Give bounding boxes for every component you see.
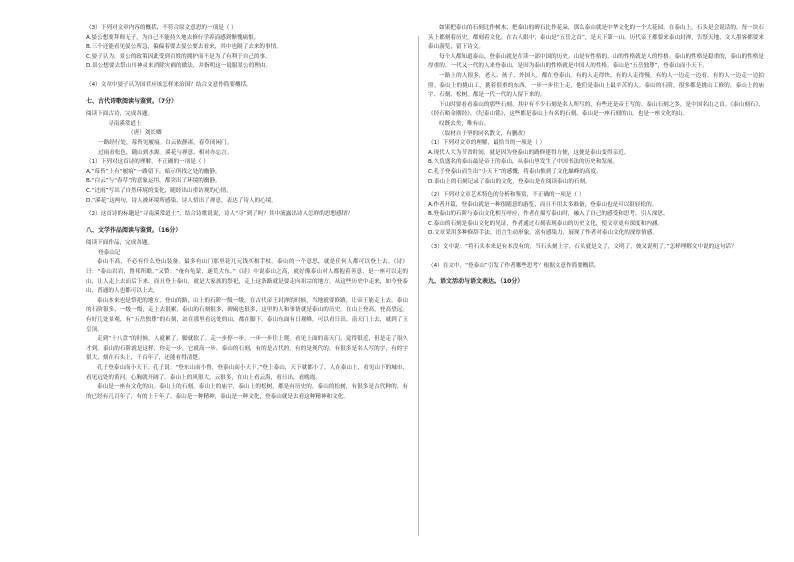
poem-q1-option-c: C.“过雨”写出了自然环境的变化，随经出山重访观的心情。 (86, 187, 232, 194)
essay-paragraph: 一路上的人很多，老人、孩子、外国人，都在登泰山。有的人走得快，有的人走得慢，有的人一边走一边看，有的人一边走一边拍照。泰山上的挑山工，挑着很重的东西，一步一步往上走，他们是泰山上最辛苦的人。泰山的石阶，很多都是挑山工修的。泰山上的庙宇、石刻、松树，都是一代一代的人留下来的。 (428, 72, 764, 99)
left-column (86, 24, 408, 402)
essay-q2-option-b: B.登泰山的石阶与泰山文化相互呼应，作者在描写泰山时，融入了自己的感受和思考，引人深思。 (428, 211, 669, 218)
poem-q1-option-b: B.“白云”与“春草”的意象运用，都突出了环境的幽静。 (86, 178, 221, 185)
section8-title: 八、文学作品阅读与鉴赏。（16分） (86, 226, 182, 234)
q3-option-b: B.三个还能看见晏公所急，偏偏着要去晏公要去看来，其中也隔了去来的事情。 (86, 44, 282, 51)
poem-q1-option-a: A.“莓苔”上有“履痕”一路留下，暗示所找之处的幽静。 (86, 168, 221, 175)
essay-paragraph: 孔子登泰山而小天下。孔子说：“登东山而小鲁，登泰山而小天下。”登上泰山，天下就都小了。人在泰山上，看见山下的城市，看见远处的黄河，心胸就开阔了。泰山上的风很大，云很多，在山上看云海，看日出，看晚霞。 (86, 365, 408, 381)
poem-author: （唐）刘长卿 (128, 130, 162, 137)
essay-q1-option-d: D.泰山上的石刻记录了泰山的文化，登泰山是在阅读泰山的石刻。 (428, 178, 591, 185)
q3-stem: （3）下列对文章内容的概括，不符合原文意思的一项是（ ） (86, 25, 237, 31)
essay-title: 登泰山记 (98, 249, 121, 256)
poem-title: 寻南溪常道士 (108, 120, 142, 127)
column-divider (418, 36, 419, 536)
essay-paragraph: 每个人都知道泰山，登泰山就是在读一部中国的历史。山是有性格的，山的性格就是人的性格。泰山的性格是稳重的，泰山的性格是厚重的。一代又一代的人来登泰山，是因为泰山的性格就是中国人的性格。泰山是“五岳独尊”，登泰山而小天下。 (428, 53, 764, 70)
section7-title: 七、古代诗歌阅读与鉴赏。（7分） (86, 97, 178, 105)
essay-q1-stem: （1）下列对文章的理解，最恰当的一项是（ ） (428, 140, 546, 147)
essay-paragraph: 下山时要看看泰山的那些石刻。其中有不少石刻是名人所写的，有些还是帝王写的。泰山石刻之多，是中国名山之首。《泰山刻石》、《经石峪金刚经》、《纪泰山铭》，这些都是泰山上有名的石刻。泰山是一座石刻的山，也是一座文化的山。 (428, 101, 764, 118)
section8-instruction: 阅读下面作品，完成各题。 (86, 240, 154, 247)
essay-paragraph: 泰山是一座有文化的山。泰山上的石刻，泰山上的庙宇，泰山上的松树，都是有历史的。泰山的松树，有很多是古代种的，有的已经有几百年了，有的上千年了。泰山是一种精神，泰山是一种文化，登泰山就是去看这种精神和文化。 (86, 384, 408, 400)
section7-instruction: 阅读下面古诗，完成各题。 (86, 111, 154, 118)
essay-q2-option-c: C.泰山的石刻是泰山文化的见证，作者通过石刻表现泰山的历史文化，使文章更有深度和内涵。 (428, 220, 664, 227)
essay-paragraph: 如果把泰山的石刻比作树木，把泰山的碑石比作花朵，那么泰山就是中华文化的一个大花园。在泰山上，石头是会说话的，每一块石头上都刻着历史，都刻着文化。在古人眼中，泰山是“五岳之首”，是天下第一山。历代帝王都要来泰山封禅，告祭天地，文人墨客都要来泰山游览，留下诗文。 (428, 25, 764, 51)
essay-paragraph: 走到“十八盘”的时候，人就累了，脚就软了。走一步停一步，一步一步往上爬。看见上面的南天门，觉得很近，但是走了很久才到。泰山的石阶就是这样，你走一步，它就高一步。泰山的石刻，有的是古代的，有的是现代的，有很多是名人写的字，有的字很大，刻在石头上，千百年了，还能看得清楚。 (86, 336, 408, 362)
essay-q1-option-b: B.久负盛名的泰山最是帝王的泰山，从泰山里发生了中国书法的历史和发展。 (428, 159, 619, 166)
essay-source: （取材自于坚的同名散文，有删改） (439, 130, 529, 137)
essay-paragraph: 泰山不高，不必有什么登山装备。最多有山门那里花几元钱买根手杖。泰山的一个意思，就是任何人都可以登上去。《诗》曰：“泰山岩岩，鲁邦所瞻。”又赞：“奄有龟蒙，遂荒大东。”《诗》中说泰山之高，就好像泰山对人都抱着善意，是一座可以走的山，让人走上去而后下来，而且登上泰山，就是大家族的祭祀，走上这条路就是要走向祖宗的地方。从这些历史中走来，如今登泰山，普通的人也都可以上去。 (86, 259, 408, 295)
essay-q2-stem: （2）下列对文章艺术特色的分析和鉴赏，不正确的一项是（ ） (428, 192, 585, 199)
poem-q1-stem: （1）下列对这首诗的理解，不正确的一项是（ ） (86, 159, 209, 166)
essay-q2-option-d: D.文章采用多种修辞手法，语言生动形象，富有感染力，展现了作者对泰山文化的深厚情感。 (428, 230, 658, 237)
essay-q3-stem: （3）文中说：“将石头本来是有本没有的，当石头刻上字，石头就是文了，文明了，彼又说明了。”怎样理解文中说的这句话？ (428, 244, 737, 251)
q3-option-d: D.景公想要去祭山川神灵来消除灾祸的做法，并指明这一说服景公的理由。 (86, 63, 272, 70)
essay-paragraph: 泰山本来也是祭祀的地方，登山的路，山上的石阶一级一级，在古代帝王封禅的时候，当地就要修路，让帝王能走上去。泰山的石阶很多，一级一级，走上去很累，泰山的石刻很多，碑碣也很多，这里的人和事情就是泰山的历史。在山上登高，登高望远。有好几处景观，有“五岳独尊”的石刻，站在那里看远处的山，都在脚下。泰山东面有日观峰，可以看日出。南天门上去，就到了玉皇顶。 (86, 297, 408, 333)
essay-q1-option-a: A.现代人大为节省时间，就是因为登泰山的路修建得方便，这便是泰山变得亲近。 (428, 149, 630, 156)
poem-line: 过雨看松色，随山到水源。溪花与禅意，相对亦忘言。 (98, 149, 233, 156)
essay-q4-stem: （4）在文中，“登泰山”引发了作者哪些思考？根据文意作简要概括。 (428, 262, 600, 269)
q3-option-c: C.晏子认为，景公的政策因此受到百姓的拥护而不是为了有利于自己的事。 (86, 53, 271, 60)
essay-q2-option-a: A.作者开篇，登泰山就是一种很随意的游览，而且不用太多准备，登泰山也是可以很轻松的。 (428, 201, 658, 208)
section9-title: 九、语文活动与语文表达。（10分） (428, 278, 524, 286)
poem-line: 一路经行处，莓苔见履痕。白云依静渚，春草闭闲门。 (98, 139, 233, 146)
essay-q1-option-c: C.孔子登泰山而生出“小天下”的感慨，将泰山推到了文化巅峰的高度。 (428, 168, 602, 175)
right-column (428, 24, 764, 291)
essay-paragraph: 叹既去矣，唯有山。 (439, 120, 490, 127)
q4-stem: （4）文章中晏子认为国君应该怎样来治国？结合文意作简要概括。 (86, 81, 252, 88)
q3-option-a: A.晏公想要拜师无子，为自己不能持久地去修行学养而感到惭愧痛恨。 (86, 34, 260, 41)
poem-q1-option-d: D.“溪花”这两句，诗人被环境所感染，诗人悟出了禅意，表达了诗人的心境。 (86, 197, 277, 204)
poem-q2-stem: （2）这首诗的标题是“寻南溪常道士”，结合诗歌说说，诗人“寻”到了吗？其中流露出诗人怎样的思想感情？ (86, 211, 353, 218)
